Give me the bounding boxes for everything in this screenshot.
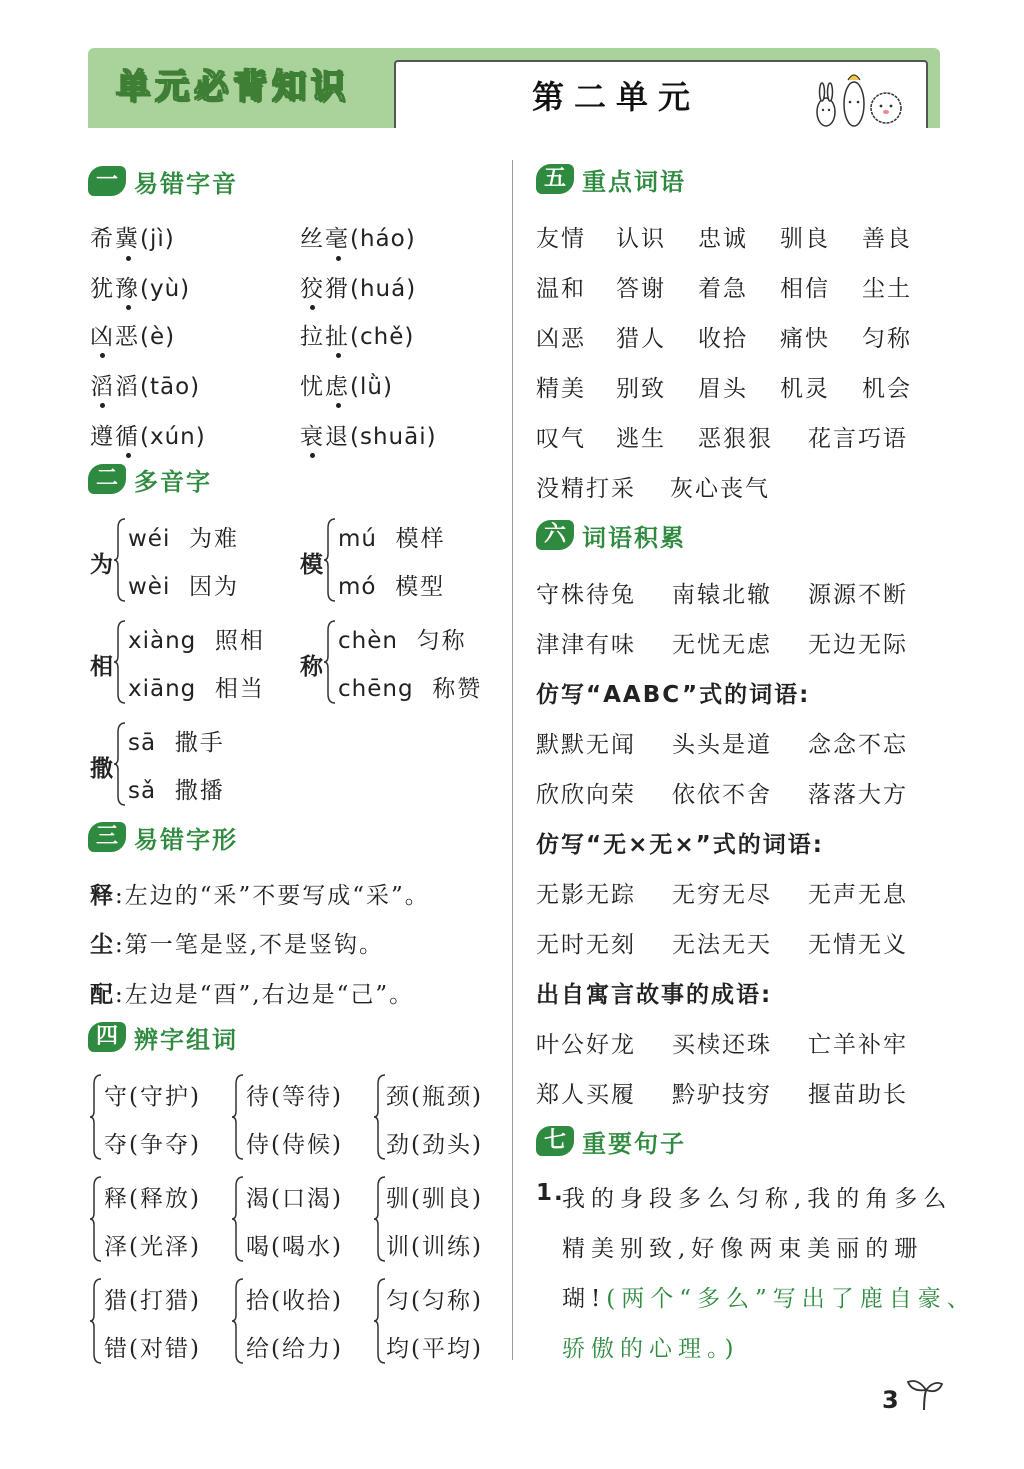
key-word: 花言巧语 [808, 426, 908, 452]
mascot-illustration-icon [808, 66, 908, 128]
key-word: 收拾 [698, 326, 748, 352]
section-2-header [88, 462, 212, 496]
brace-icon [114, 722, 126, 806]
key-word: 灰心丧气 [670, 476, 770, 502]
key-word: 忠诚 [698, 226, 748, 252]
idiom: 南辕北辙 [672, 582, 772, 608]
emphasis-dot [100, 353, 105, 358]
polyphone-char: 撒 [90, 756, 115, 782]
word-pair-item: 颈(瓶颈) [386, 1084, 483, 1110]
key-word: 相信 [780, 276, 830, 302]
polyphone-reading: mó 模型 [338, 574, 446, 600]
header-title: 单元必背知识 [116, 67, 350, 107]
key-word: 逃生 [616, 426, 666, 452]
glyph-note: 尘:第一笔是竖,不是竖钩。 [90, 932, 385, 958]
section-1-title: 易错字音 [134, 169, 238, 198]
idiom: 亡羊补牢 [808, 1032, 908, 1058]
pronunciation-item: 狡猾(huá) [300, 276, 417, 302]
brace-icon [374, 1176, 386, 1262]
brace-icon [232, 1176, 244, 1262]
word-pair-item: 释(释放) [104, 1186, 201, 1212]
idiom: 头头是道 [672, 732, 772, 758]
column-divider [512, 160, 513, 1360]
idiom: 无时无刻 [536, 932, 636, 958]
page-number: 3 [882, 1386, 899, 1414]
sprout-icon [904, 1376, 944, 1412]
key-word: 温和 [536, 276, 586, 302]
emphasis-dot [126, 256, 131, 261]
word-pair-item: 驯(驯良) [386, 1186, 483, 1212]
glyph-note: 释:左边的“釆”不要写成“采”。 [90, 883, 430, 909]
section-1-header [88, 164, 238, 198]
idiom: 依依不舍 [672, 782, 772, 808]
polyphone-reading: chēng 称赞 [338, 676, 483, 702]
key-word: 眉头 [698, 376, 748, 402]
section-5-header [536, 162, 686, 196]
idiom: 落落大方 [808, 782, 908, 808]
brace-icon [114, 518, 126, 602]
polyphone-reading: xiàng 照相 [128, 628, 265, 654]
section-2-title: 多音字 [134, 467, 212, 496]
sentence-number: 1. [536, 1180, 565, 1206]
sentence-line: 瑚!(两个“多么”写出了鹿自豪、 [562, 1286, 976, 1312]
section-4-badge: 四 [88, 1022, 126, 1052]
idiom: 黔驴技穷 [672, 1082, 772, 1108]
word-pair-item: 侍(侍候) [246, 1132, 343, 1158]
word-pair-item: 匀(匀称) [386, 1288, 483, 1314]
subheading-fable: 出自寓言故事的成语: [536, 982, 773, 1008]
polyphone-reading: sā 撒手 [128, 730, 225, 756]
word-pair-item: 夺(争夺) [104, 1132, 201, 1158]
idiom: 揠苗助长 [808, 1082, 908, 1108]
idiom: 无声无息 [808, 882, 908, 908]
header-banner [88, 48, 940, 128]
key-word: 恶狠狠 [698, 426, 773, 452]
pronunciation-item: 忧虑(lǜ) [300, 374, 393, 400]
section-7-badge: 七 [536, 1126, 574, 1156]
idiom: 守株待兔 [536, 582, 636, 608]
polyphone-reading: chèn 匀称 [338, 628, 467, 654]
brace-icon [114, 620, 126, 704]
unit-title-box [394, 60, 928, 128]
pronunciation-item: 滔滔(tāo) [90, 374, 201, 400]
key-word: 猎人 [616, 326, 666, 352]
emphasis-dot [310, 453, 315, 458]
polyphone-reading: mú 模样 [338, 526, 446, 552]
idiom: 欣欣向荣 [536, 782, 636, 808]
section-7-title: 重要句子 [582, 1129, 686, 1158]
key-word: 认识 [616, 226, 666, 252]
key-word: 凶恶 [536, 326, 586, 352]
polyphone-char: 模 [300, 552, 325, 578]
section-4-title: 辨字组词 [134, 1025, 238, 1054]
key-word: 善良 [862, 226, 912, 252]
idiom: 念念不忘 [808, 732, 908, 758]
idiom: 无影无踪 [536, 882, 636, 908]
section-6-badge: 六 [536, 520, 574, 550]
word-pair-item: 劲(劲头) [386, 1132, 483, 1158]
idiom: 无忧无虑 [672, 632, 772, 658]
section-3-title: 易错字形 [134, 825, 238, 854]
brace-icon [90, 1074, 102, 1160]
key-word: 友情 [536, 226, 586, 252]
emphasis-dot [310, 305, 315, 310]
emphasis-dot [336, 256, 341, 261]
brace-icon [374, 1278, 386, 1364]
word-pair-item: 渴(口渴) [246, 1186, 343, 1212]
idiom: 无情无义 [808, 932, 908, 958]
word-pair-item: 守(守护) [104, 1084, 201, 1110]
section-5-badge: 五 [536, 164, 574, 194]
section-4-header [88, 1020, 238, 1054]
pronunciation-item: 犹豫(yù) [90, 276, 191, 302]
key-word: 答谢 [616, 276, 666, 302]
brace-icon [374, 1074, 386, 1160]
section-1-badge: 一 [88, 166, 126, 196]
section-3-badge: 三 [88, 822, 126, 852]
key-word: 尘土 [862, 276, 912, 302]
pronunciation-item: 衰退(shuāi) [300, 424, 437, 450]
section-3-header [88, 820, 238, 854]
brace-icon [90, 1176, 102, 1262]
key-word: 着急 [698, 276, 748, 302]
pronunciation-item: 遵循(xún) [90, 424, 206, 450]
idiom: 买椟还珠 [672, 1032, 772, 1058]
word-pair-item: 训(训练) [386, 1234, 483, 1260]
polyphone-char: 为 [90, 552, 115, 578]
idiom: 津津有味 [536, 632, 636, 658]
pronunciation-item: 拉扯(chě) [300, 324, 415, 350]
idiom: 源源不断 [808, 582, 908, 608]
key-word: 别致 [616, 376, 666, 402]
key-word: 精美 [536, 376, 586, 402]
idiom: 无穷无尽 [672, 882, 772, 908]
word-pair-item: 拾(收拾) [246, 1288, 343, 1314]
section-2-badge: 二 [88, 464, 126, 494]
polyphone-char: 相 [90, 654, 115, 680]
section-6-title: 词语积累 [582, 523, 686, 552]
section-7-header [536, 1124, 686, 1158]
idiom: 郑人买履 [536, 1082, 636, 1108]
polyphone-reading: sǎ 撒播 [128, 778, 225, 804]
sentence-line: 精美别致,好像两束美丽的珊 [562, 1236, 924, 1262]
key-word: 机灵 [780, 376, 830, 402]
word-pair-item: 喝(喝水) [246, 1234, 343, 1260]
section-6-header [536, 518, 686, 552]
emphasis-dot [126, 305, 131, 310]
word-pair-item: 均(平均) [386, 1336, 483, 1362]
pronunciation-item: 希冀(jì) [90, 226, 175, 252]
polyphone-reading: wèi 因为 [128, 574, 239, 600]
word-pair-item: 错(对错) [104, 1336, 201, 1362]
subheading-wuxwux: 仿写“无×无×”式的词语: [536, 832, 824, 858]
word-pair-item: 给(给力) [246, 1336, 343, 1362]
sentence-line: 我的身段多么匀称,我的角多么 [562, 1186, 953, 1212]
glyph-note: 配:左边是“酉”,右边是“己”。 [90, 982, 415, 1008]
emphasis-dot [126, 453, 131, 458]
key-word: 匀称 [862, 326, 912, 352]
key-word: 机会 [862, 376, 912, 402]
section-5-title: 重点词语 [582, 167, 686, 196]
key-word: 没精打采 [536, 476, 636, 502]
idiom: 无法无天 [672, 932, 772, 958]
emphasis-dot [100, 403, 105, 408]
brace-icon [232, 1074, 244, 1160]
idiom: 叶公好龙 [536, 1032, 636, 1058]
brace-icon [324, 620, 336, 704]
word-pair-item: 待(等待) [246, 1084, 343, 1110]
subheading-aabc: 仿写“AABC”式的词语: [536, 682, 811, 708]
polyphone-reading: wéi 为难 [128, 526, 239, 552]
idiom: 默默无闻 [536, 732, 636, 758]
sentence-note: 骄傲的心理。) [562, 1336, 740, 1362]
pronunciation-item: 凶恶(è) [90, 324, 176, 350]
idiom: 无边无际 [808, 632, 908, 658]
polyphone-reading: xiāng 相当 [128, 676, 265, 702]
polyphone-char: 称 [300, 654, 325, 680]
word-pair-item: 泽(光泽) [104, 1234, 201, 1260]
word-pair-item: 猎(打猎) [104, 1288, 201, 1314]
brace-icon [324, 518, 336, 602]
unit-title: 第二单元 [531, 78, 700, 116]
brace-icon [90, 1278, 102, 1364]
emphasis-dot [336, 403, 341, 408]
brace-icon [232, 1278, 244, 1364]
pronunciation-item: 丝毫(háo) [300, 226, 416, 252]
key-word: 痛快 [780, 326, 830, 352]
key-word: 驯良 [780, 226, 830, 252]
key-word: 叹气 [536, 426, 586, 452]
emphasis-dot [336, 353, 341, 358]
